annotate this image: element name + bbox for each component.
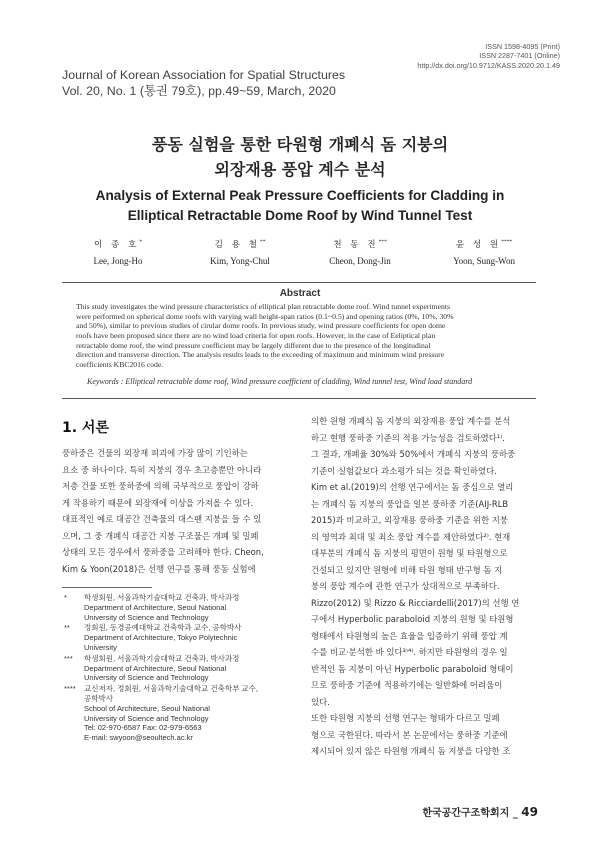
author-name-en: Cheon, Dong-Jin [329,256,391,266]
body-line: 므로 풍하중 기준에 적용하기에는 일반화에 어려움이 [311,680,503,690]
author [300,234,420,269]
body-line: 반적인 돔 지붕이 아닌 Hyperbolic paraboloid 형태이 [311,663,514,674]
body-line: 있다. [311,696,330,707]
footnote-line: Department of Architecture, Seoul National [84,602,227,612]
body-line: 구에서 Hyperbolic paraboloid 지붕의 원형 및 타원형 [311,614,514,624]
right-column [311,413,539,760]
abstract-line: direction and transverse direction. The analysis results leads to the exceeding of maximum and minimum wind pressure [76,350,445,360]
body-line: 요소 중 하나이다. 특히 지붕의 경우 초고층뿐만 아니라 [62,464,262,475]
author [58,234,178,269]
footnote-line: 공학박사 [84,693,113,703]
issn-block [417,42,560,70]
section-heading: 1. 서론 [62,420,109,436]
abstract-line: and 50%), similar to previous studies of cirular dome roofs. In previous study, wind pressure coefficients for open dome [76,321,446,331]
footnote-mark: **** [64,684,76,694]
keywords: Keywords : Elliptical retractable dome roof, Wind pressure coefficient of cladding, Wind tunnel test, Wind load standard [87,377,473,386]
footnote-line: 학생회원, 서울과학기술대학교 건축과, 박사과정 [84,653,240,663]
keywords-rule [62,398,536,399]
body-line: 형으로 국한된다. 따라서 본 논문에서는 풍하중 기준에 [311,729,508,740]
footnote-mark: *** [64,653,73,663]
page-number: 49 [521,805,538,819]
author-mark: *** [378,239,387,245]
body-line: 제시되어 있지 않은 타원형 개폐식 돔 지붕을 다양한 조 [311,746,511,756]
title-english [0,186,600,226]
journal-name: Journal of Korean Association for Spatial Structures [62,68,346,82]
footnote-line: University of Science and Technology [84,612,209,622]
body-line: 으며, 그 중 개폐식 대공간 지붕 구조물은 개폐 및 밀폐 [62,530,259,541]
abstract-line: were performed on spherical dome roofs with varying wall height-span ratios (0.1~0.5) and opening ratios (0%, 10%, 30% [76,311,454,321]
abstract-line: coefficients KBC2016 code. [76,359,164,369]
author-name-en: Lee, Jong-Ho [93,256,143,266]
footnote-rule [62,587,152,588]
body-line: 건설되고 있지만 원형에 비해 타원 형태 반구형 돔 지 [311,564,503,575]
title-korean-line: 풍동 실험을 통한 타원형 개폐식 돔 지붕의 [151,135,449,154]
footer-journal: 한국공간구조학회지 [422,808,510,819]
body-line: 의 영역과 최대 및 최소 풍압 계수를 제안하였다²⁾. 현재 [311,531,511,542]
body-line: 붕의 풍압 계수에 관한 연구가 상대적으로 부족하다. [311,581,500,591]
author-name-en: Kim, Yong-Chul [210,256,270,266]
body-line: 상태의 모든 경우에서 풍하중을 고려해야 한다. Cheon, [62,547,264,557]
title-english-line: Analysis of External Peak Pressure Coefficients for Cladding in [95,188,505,203]
abstract-line: roofs have been proposed since there are no wind load criteria for open roofs. However, in the case of Eeliptical plan [76,330,436,340]
footnote-line: School of Architecture, Seoul National [84,703,210,713]
title-korean [0,132,600,182]
footnote-email[interactable]: E-mail: swyoon@seoultech.ac.kr [84,733,193,743]
body-line: 는 개폐식 돔 지붕의 풍압을 일본 풍하중 기준(AIJ-RLB [311,498,509,509]
footnote-mark: * [64,593,67,602]
issn-online: ISSN 2287-7401 (Online) [479,51,560,61]
author-mark: **** [501,239,513,245]
author-mark: * [139,239,143,245]
body-line: Rizzo(2012) 및 Rizzo & Ricciardelli(2017)의 선행 연 [311,597,520,608]
footnote-line: University of Science and Technology [84,713,209,723]
footnote-line: University of Science and Technology [84,673,209,683]
author [180,234,300,269]
body-line: 또한 타원형 지붕의 선행 연구는 형태가 다르고 밀폐 [311,713,500,723]
footnote [62,593,302,622]
author-name-ko: 윤 성 원 [455,240,502,250]
footnote-line: 정회원, 동경공예대학교 건축학과 교수, 공학박사 [84,623,242,633]
footer-separator: _ [512,808,518,819]
footnote-line: Department of Architecture, Seoul National [84,663,227,673]
footnote-line: 학생회원, 서울과학기술대학교 건축과, 박사과정 [84,593,240,602]
body-line: 그 결과, 개폐율 30%와 50%에서 개폐식 지붕의 풍하중 [311,449,516,459]
body-line: 2015)과 비교하고, 외장재용 풍하중 기준을 위한 지붕 [311,515,508,525]
footnote-line: Tel: 02-970-6587 Fax: 02-979-6563 [84,723,202,733]
doi-link[interactable]: http://dx.doi.org/10.9712/KASS.2020.20.1.49 [417,60,560,70]
author-name-ko: 천 동 진 [333,240,379,250]
abstract-line: This study investigates the wind pressure characteristics of elliptical plan retractable dome roof. Wind tunnel experiments [76,302,450,311]
body-line: 풍하중은 건물의 외장재 피괴에 가장 많이 기인하는 [62,448,248,458]
journal-header [62,68,345,99]
footnote [62,654,302,683]
body-line: 수를 비교·분석한 바 있다³⁾⁴⁾. 하지만 타원형의 경우 일 [311,647,508,657]
body-line: 기준이 실험값보다 과소평가 되는 것을 확인하였다. [311,465,497,476]
author-list [88,234,548,266]
footnotes [62,593,302,744]
body-line: 게 작용하기 때문에 외장재에 이상을 가져올 수 있다. [62,497,254,508]
abstract-body [76,302,525,370]
body-line: 대표적인 예로 대공간 건축물의 대스팬 지붕을 들 수 있 [62,514,262,524]
footnote [62,623,302,652]
footnote-line: 교신저자, 정회원, 서울과학기술대학교 건축학부 교수, [84,684,258,694]
footnote-line: Department of Architecture, Tokyo Polytechnic [84,633,238,643]
page-footer [422,804,538,819]
author-name-ko: 김 용 철 [214,240,260,250]
journal-volume: Vol. 20, No. 1 (통권 79호), pp.49~59, March, 2020 [62,83,336,98]
body-line: 형태에서 타원형의 높은 효율을 입증하기 위해 풍압 계 [311,630,508,641]
left-column [62,445,294,577]
issn-print: ISSN 1598-4095 (Print) [485,42,560,51]
body-line: 의한 원형 개폐식 돔 지붕의 외장재용 풍압 계수를 분석 [311,416,511,426]
author-mark: ** [259,239,266,245]
body-line: Kim et al.(2019)의 선행 연구에서는 돔 중심으로 열리 [311,482,514,492]
body-line: Kim & Yoon(2018)은 선행 연구를 통해 풍동 실험에 [62,563,256,574]
abstract-heading: Abstract [279,288,321,299]
author [424,234,544,269]
footnote-mark: ** [64,623,70,633]
abstract-line: retractable dome roof, the wind pressure coefficient may be largely different due to the presence of the longitudinal [76,340,431,350]
title-korean-line: 외장재용 풍압 계수 분석 [214,160,386,179]
title-english-line: Elliptical Retractable Dome Roof by Wind Tunnel Test [127,208,473,223]
body-line: 대부분의 개폐식 돔 지붕의 평면이 원형 및 타원형으로 [311,548,508,558]
footnote-line: University [84,642,117,652]
body-line: 하고 현행 풍하중 기준의 적용 가능성을 검토하였다¹⁾. [311,432,505,443]
body-line: 저층 건물 또한 풍하중에 의해 국부적으로 풍압이 강하 [62,481,259,491]
author-name-ko: 이 종 호 [93,240,140,250]
author-name-en: Yoon, Sung-Won [453,256,515,266]
footnote [62,684,302,743]
